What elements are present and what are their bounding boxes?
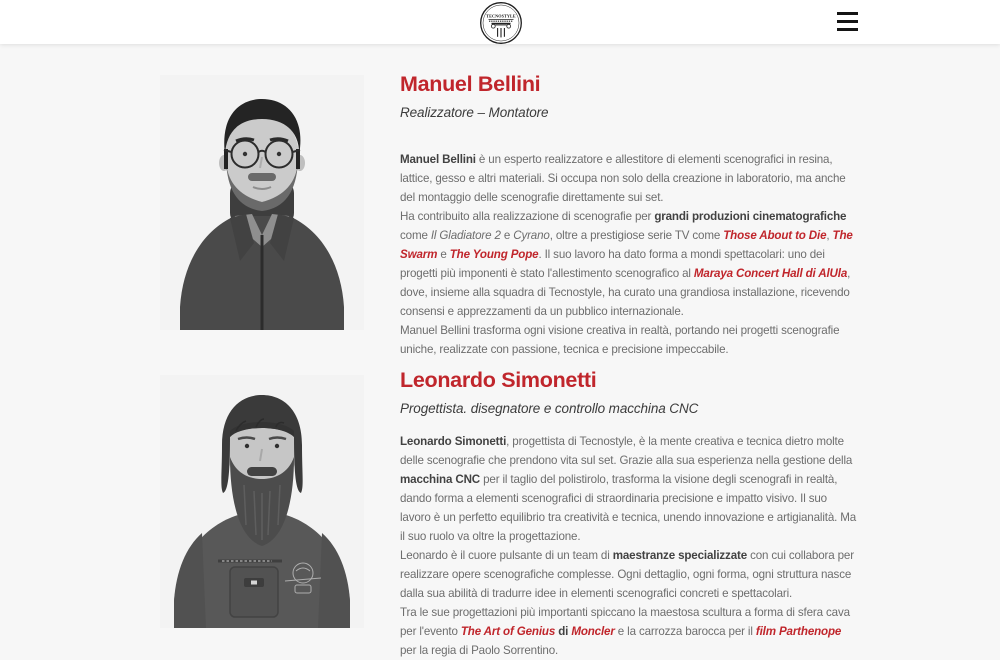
manuel-portrait-photo xyxy=(160,75,364,330)
leonardo-text-column xyxy=(400,368,857,660)
menu-hamburger-icon[interactable] xyxy=(837,12,858,31)
site-header xyxy=(0,0,1000,44)
hamburger-bar xyxy=(837,20,858,23)
person-bio xyxy=(400,432,857,660)
hamburger-bar xyxy=(837,28,858,31)
tecnostyle-logo-icon xyxy=(479,1,523,45)
person-name: Leonardo Simonetti xyxy=(400,368,597,392)
bio-paragraph: Leonardo è il cuore pulsante di un team di maestranze specializzate con cui collabora per realizzare opere scenografiche complesse. Ogni dettaglio, ogni forma, ogni struttura nasce dalla sua abilità di tradurre idee in elementi scenografici concreti e spettacolari. xyxy=(400,549,854,600)
bio-paragraph: Manuel Bellini è un esperto realizzatore e allestitore di elementi scenografici in resina, lattice, gesso e altri materiali. Si occupa non solo della creazione in laboratorio, ma anche del montaggio delle scenografie direttamente sui set. xyxy=(400,153,846,204)
svg-text:TECNOSTYLE: TECNOSTYLE xyxy=(486,13,516,19)
bio-paragraph: Ha contribuito alla realizzazione di scenografie per grandi produzioni cinematografiche come Il Gladiatore 2 e Cyrano, oltre a prestigiose serie TV come Those About to Die, The Swarm e The Young Pope. Il suo lavoro ha dato forma a mondi spettacolari: uno dei progetti più imponenti è stato l'allestimento scenografico al Maraya Concert Hall di AlUla, dove, insieme alla squadra di Tecnostyle, ha curato una grandiosa installazione, ricevendo consensi e apprezzamenti da un pubblico internazionale. xyxy=(400,210,853,318)
person-bio xyxy=(400,150,857,359)
tecnostyle-logo[interactable] xyxy=(479,1,523,45)
bio-paragraph: Manuel Bellini trasforma ogni visione creativa in realtà, portando nei progetti scenografie uniche, realizzate con passione, tecnica e precisione impeccabile. xyxy=(400,324,840,356)
leonardo-portrait-photo xyxy=(160,375,364,628)
manuel-text-column xyxy=(400,72,857,359)
person-name: Manuel Bellini xyxy=(400,72,541,96)
person-role: Progettista. disegnatore e controllo macchina CNC xyxy=(400,401,699,416)
hamburger-bar xyxy=(837,12,858,15)
bio-paragraph: Tra le sue progettazioni più importanti spiccano la maestosa scultura a forma di sfera cava per l'evento The Art of Genius di Moncler e la carrozza barocca per il film Parthenope per la regia di Paolo Sorrentino. xyxy=(400,606,850,657)
bio-paragraph: Leonardo Simonetti, progettista di Tecnostyle, è la mente creativa e tecnica dietro molte delle scenografie che prendono vita sul set. Grazie alla sua esperienza nella gestione della macchina CNC per il taglio del polistirolo, trasforma la visione degli scenografi in realtà, dando forma a elementi scenografici di straordinaria precisione e impatto visivo. Il suo lavoro è un perfetto equilibrio tra creatività e tecnica, unendo innovazione e artigianalità. Ma il suo ruolo va oltre la progettazione. xyxy=(400,435,857,543)
person-role: Realizzatore – Montatore xyxy=(400,105,549,120)
